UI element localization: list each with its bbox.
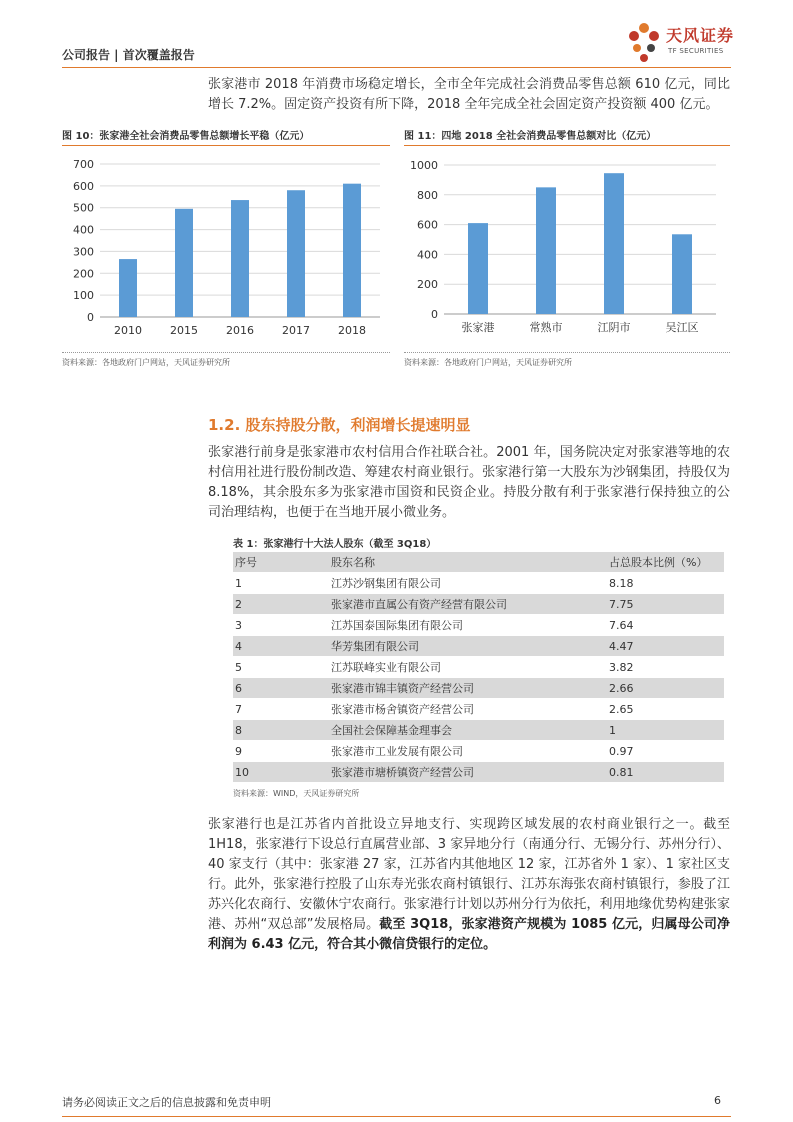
page-number: 6: [714, 1094, 721, 1107]
figure10-source: 资料来源：各地政府门户网站，天风证券研究所: [62, 358, 230, 367]
closing-text: 张家港行也是江苏省内首批设立异地支行、实现跨区域发展的农村商业银行之一。截至 1H18，张家港行下设总行直属营业部、3 家异地分行（南通分行、无锡分行、苏州分行）、40 家支行（其中：张家港 27 家，江苏省内其他地区 12 家，江苏省外 1 家）、1 家社区支行。此外，张家港行控股了山东寿光张农商村镇银行、江苏东海张农商村镇银行，参股了江苏兴化农商行、安徽休宁农商行。张家港行计划以苏州分行为依托，利用地缘优势构建张家港、苏州“双总部”发展格局。: [208, 817, 730, 932]
table-row: [233, 699, 724, 720]
cell-name: 张家港市工业发展有限公司: [329, 741, 607, 762]
logo-flower-icon: [624, 20, 664, 64]
bar: [604, 173, 624, 314]
figure11-source: 资料来源：各地政府门户网站，天风证券研究所: [404, 358, 572, 367]
intro-paragraph: 张家港市 2018 年消费市场稳定增长，全市全年完成社会消费品零售总额 610 亿元，同比增长 7.2%。固定资产投资有所下降，2018 全年完成全社会固定资产投资额 400 亿元。: [208, 77, 730, 112]
x-tick-label: 江阴市: [597, 321, 631, 334]
bar: [672, 234, 692, 314]
table-row: [233, 762, 724, 783]
cell-rank: 9: [233, 741, 329, 762]
figure11-title: 图 11：四地 2018 全社会消费品零售总额对比（亿元）: [404, 131, 657, 142]
company-logo: [624, 20, 734, 64]
table-row: [233, 678, 724, 699]
cell-ratio: 4.47: [607, 636, 724, 657]
figure10-title-divider: [62, 145, 390, 146]
table-row: [233, 573, 724, 594]
y-tick-label: 300: [73, 245, 94, 259]
y-tick-label: 500: [73, 201, 94, 215]
figure11-title-divider: [404, 145, 730, 146]
footer-disclaimer: 请务必阅读正文之后的信息披露和免责申明: [62, 1096, 271, 1109]
figure10-source-divider: [62, 352, 390, 353]
section-paragraph: 张家港行前身是张家港市农村信用合作社联合社。2001 年，国务院决定对张家港等地的农村信用社进行股份制改造、筹建农村商业银行。张家港行第一大股东为沙钢集团，持股仅为 8.18%，其余股东多为张家港市国资和民资企业。持股分散有利于张家港行保持独立的公司治理结构，也便于在当地开展小微业务。: [208, 445, 730, 520]
cell-rank: 1: [233, 573, 329, 594]
cell-rank: 2: [233, 594, 329, 615]
table-row: [233, 636, 724, 657]
table-row: [233, 594, 724, 615]
y-tick-label: 600: [417, 218, 438, 232]
y-tick-label: 1000: [410, 159, 438, 172]
y-tick-label: 600: [73, 179, 94, 193]
cell-rank: 6: [233, 678, 329, 699]
cell-ratio: 0.81: [607, 762, 724, 783]
x-tick-label: 张家港: [461, 321, 495, 334]
y-tick-label: 0: [87, 311, 94, 324]
section-title: 1.2. 股东持股分散，利润增长提速明显: [208, 416, 471, 434]
cell-ratio: 2.65: [607, 699, 724, 720]
cell-rank: 5: [233, 657, 329, 678]
x-tick-label: 2016: [226, 324, 254, 337]
x-tick-label: 2015: [170, 324, 198, 337]
bar: [343, 184, 361, 317]
cell-ratio: 0.97: [607, 741, 724, 762]
bar: [468, 223, 488, 314]
table-row: [233, 615, 724, 636]
footer-divider: [62, 1116, 731, 1117]
bar: [175, 209, 193, 317]
table1-title: 表 1：张家港行十大法人股东（截至 3Q18）: [233, 539, 437, 550]
figure10-chart: [62, 150, 392, 350]
cell-ratio: 8.18: [607, 573, 724, 594]
y-tick-label: 100: [73, 289, 94, 303]
table-header-row: [233, 552, 724, 573]
y-tick-label: 400: [417, 248, 438, 262]
cell-ratio: 7.75: [607, 594, 724, 615]
cell-rank: 7: [233, 699, 329, 720]
x-tick-label: 2018: [338, 324, 366, 337]
cell-rank: 4: [233, 636, 329, 657]
cell-name: 华芳集团有限公司: [329, 636, 607, 657]
table-row: [233, 741, 724, 762]
bar: [231, 200, 249, 317]
x-tick-label: 2010: [114, 324, 142, 337]
table-row: [233, 720, 724, 741]
cell-rank: 8: [233, 720, 329, 741]
cell-name: 张家港市直属公有资产经营有限公司: [329, 594, 607, 615]
cell-name: 张家港市塘桥镇资产经营公司: [329, 762, 607, 783]
cell-ratio: 3.82: [607, 657, 724, 678]
x-tick-label: 常熟市: [529, 321, 563, 334]
cell-rank: 10: [233, 762, 329, 783]
cell-name: 江苏国泰国际集团有限公司: [329, 615, 607, 636]
bar: [287, 190, 305, 317]
header-rank: 序号: [233, 552, 329, 573]
logo-text-cn: 天风证券: [666, 26, 735, 45]
closing-paragraph: [208, 815, 730, 955]
figure11-source-divider: [404, 352, 730, 353]
table-row: [233, 657, 724, 678]
y-tick-label: 200: [73, 267, 94, 281]
y-tick-label: 800: [417, 188, 438, 202]
closing-bold-text: 截至 3Q18，张家港资产规模为 1085 亿元，归属母公司净利润为 6.43 亿元，符合其小微信贷银行的定位。: [208, 917, 730, 952]
y-tick-label: 400: [73, 223, 94, 237]
bar: [536, 187, 556, 314]
header-name: 股东名称: [329, 552, 607, 573]
logo-text-en: TF SECURITIES: [668, 47, 724, 55]
figure10-title: 图 10：张家港全社会消费品零售总额增长平稳（亿元）: [62, 131, 310, 142]
cell-ratio: 2.66: [607, 678, 724, 699]
cell-rank: 3: [233, 615, 329, 636]
figure11-chart: [404, 150, 730, 350]
cell-name: 张家港市杨舍镇资产经营公司: [329, 699, 607, 720]
cell-ratio: 1: [607, 720, 724, 741]
y-tick-label: 200: [417, 278, 438, 292]
cell-name: 江苏联峰实业有限公司: [329, 657, 607, 678]
table1-source: 资料来源：WIND，天风证券研究所: [233, 789, 360, 798]
report-type-label: 公司报告 | 首次覆盖报告: [62, 48, 195, 62]
cell-ratio: 7.64: [607, 615, 724, 636]
cell-name: 全国社会保障基金理事会: [329, 720, 607, 741]
x-tick-label: 吴江区: [665, 321, 699, 334]
x-tick-label: 2017: [282, 324, 310, 337]
bar: [119, 259, 137, 317]
y-tick-label: 0: [431, 308, 438, 321]
cell-name: 江苏沙钢集团有限公司: [329, 573, 607, 594]
cell-name: 张家港市锦丰镇资产经营公司: [329, 678, 607, 699]
header-divider: [62, 67, 731, 68]
shareholder-table: [233, 552, 724, 783]
header-ratio: 占总股本比例（%）: [607, 552, 724, 573]
y-tick-label: 700: [73, 158, 94, 171]
